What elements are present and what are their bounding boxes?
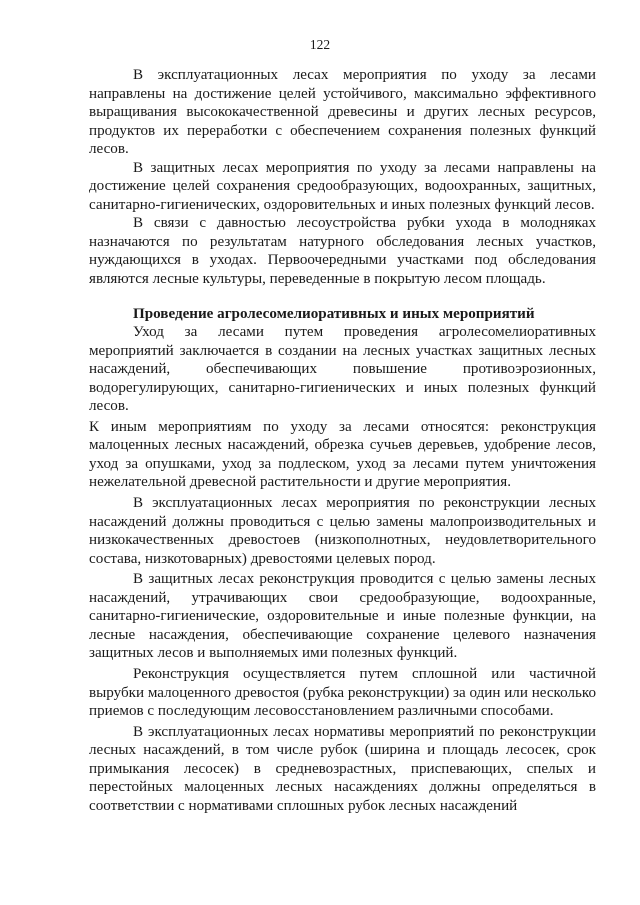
paragraph: К иным мероприятиям по уходу за лесами относятся: реконструкция малоценных лесных насаждений, обрезка сучьев деревьев, удобрение лесов, уход за опушками, уход за подлеском, уход за лесами путем уничтожения нежелательной древесной растительности и другие мероприятия. [89,418,596,491]
paragraph: Уход за лесами путем проведения агролесомелиоративных мероприятий заключается в создании на лесных участках защитных лесных насаждений, обеспечивающих повышение противоэрозионных, водорегулирующих, санитарно-гигиенических и иных полезных функций лесов. [89,324,596,415]
document-body [89,66,596,815]
paragraph: В эксплуатационных лесах мероприятия по реконструкции лесных насаждений должны проводиться с целью замены малопроизводительных и низкокачественных древостоев (низкополнотных, неудовлетворительного состава, низкотоварных) древостоями целевых пород. [89,495,596,567]
section-heading: Проведение агролесомелиоративных и иных мероприятий [133,305,535,322]
page-number: 122 [309,37,331,52]
paragraph: В защитных лесах мероприятия по уходу за лесами направлены на достижение целей сохранения средообразующих, водоохранных, защитных, санитарно-гигиенических, оздоровительных и иных полезных функций лесов. [89,159,596,213]
paragraph: В эксплуатационных лесах мероприятия по уходу за лесами направлены на достижение целей устойчивого, максимально эффективного выращивания высококачественной древесины и других лесных ресурсов, продуктов их переработки с обеспечением сохранения полезных функций лесов. [89,67,596,158]
paragraph: В связи с давностью лесоустройства рубки ухода в молодняках назначаются по результатам натурного обследования лесных участков, нуждающихся в уходах. Первоочередными участками под обследования являются лесные культуры, переведенные в покрытую лесом площадь. [89,215,596,288]
paragraph: В эксплуатационных лесах нормативы мероприятий по реконструкции лесных насаждений, в том числе рубок (ширина и площадь лесосек, срок примыкания лесосек) в средневозрастных, приспевающих, спелых и перестойных малоценных лесных насаждениях должны определяться в соответствии с нормативами сплошных рубок лесных насаждений [89,723,596,814]
paragraph: Реконструкция осуществляется путем сплошной или частичной вырубки малоценного древостоя (рубка реконструкции) за один или несколько приемов с последующим лесовосстановлением различными способами. [89,665,596,720]
paragraph: В защитных лесах реконструкция проводится с целью замены лесных насаждений, утрачивающих свои средообразующие, водоохранные, санитарно-гигиенические, оздоровительные и иные полезные функции, на лесные насаждения, обеспечивающие сохранение целевого назначения защитных лесов и выполняемых ими полезных функций. [89,571,596,662]
